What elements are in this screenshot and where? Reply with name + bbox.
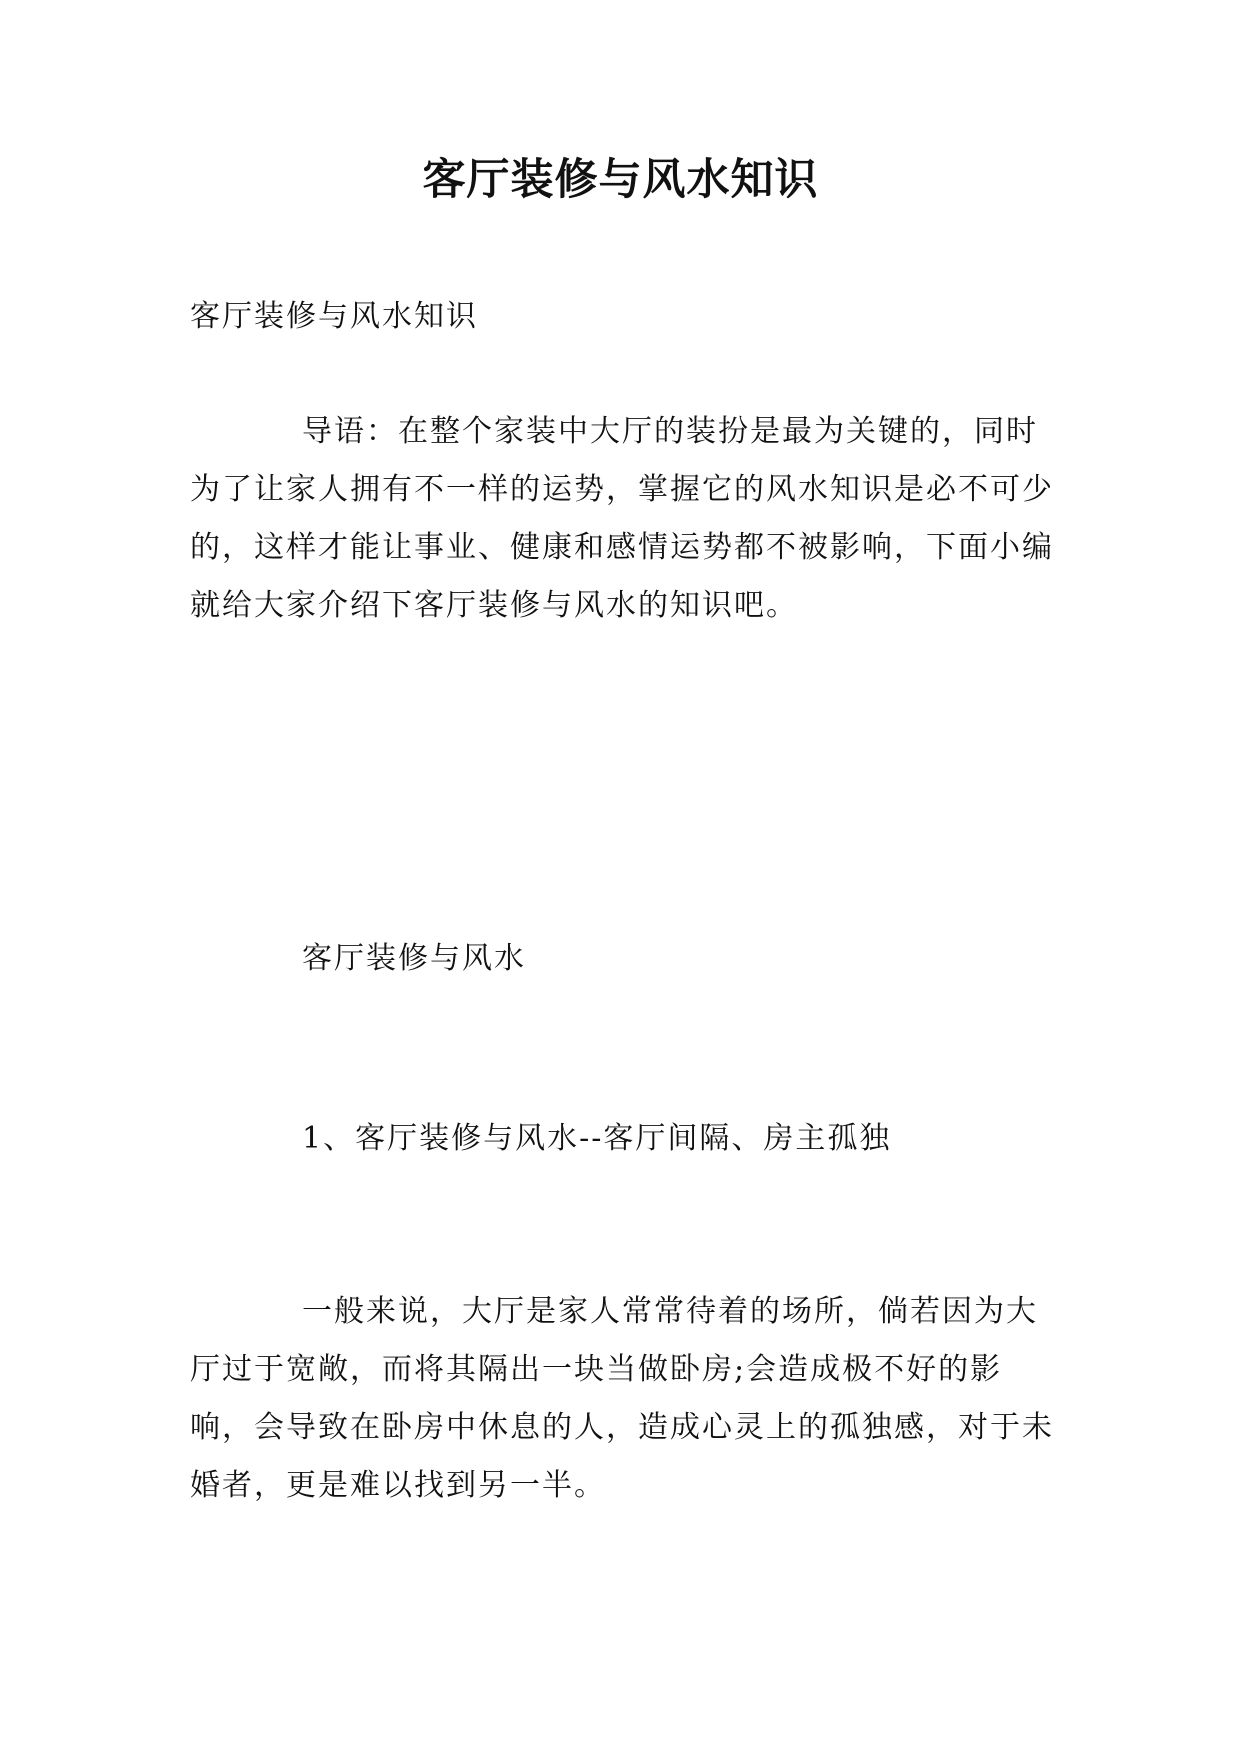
- item-heading: 1、客厅装修与风水--客厅间隔、房主孤独: [302, 1121, 892, 1156]
- section-heading: 客厅装修与风水: [302, 941, 526, 976]
- intro-paragraph: 导语：在整个家装中大厅的装扮是最为关键的，同时为了让家人拥有不一样的运势，掌握它的风水知识是必不可少的，这样才能让事业、健康和感情运势都不被影响，下面小编就给大家介绍下客厅装修与风水的知识吧。: [190, 414, 1054, 623]
- document-subtitle: 客厅装修与风水知识: [190, 299, 478, 334]
- item-body-paragraph: 一般来说，大厅是家人常常待着的场所，倘若因为大厅过于宽敞，而将其隔出一块当做卧房;会造成极不好的影响，会导致在卧房中休息的人，造成心灵上的孤独感，对于未婚者，更是难以找到另一半。: [190, 1294, 1054, 1503]
- document-title: 客厅装修与风水知识: [422, 155, 819, 205]
